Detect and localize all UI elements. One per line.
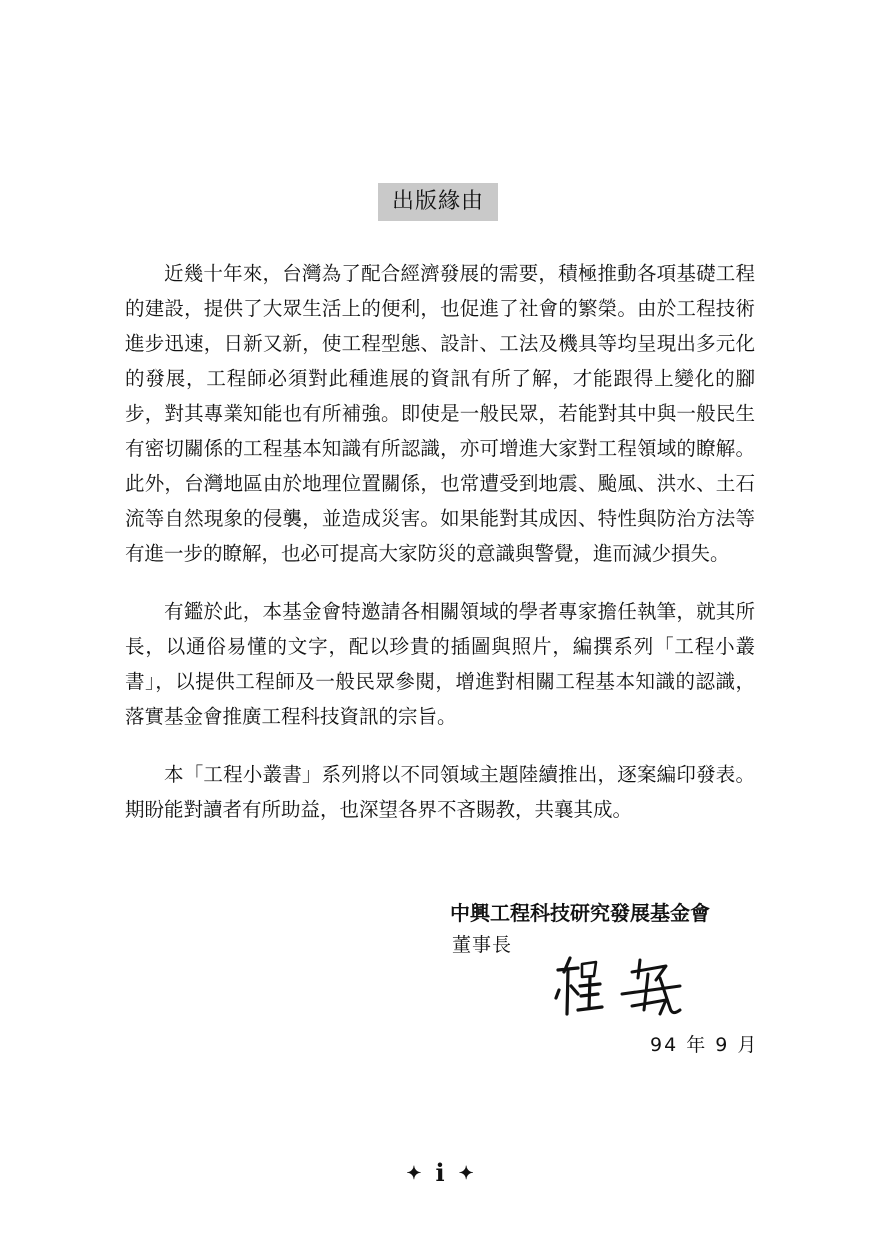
signatory-role: 董事長 <box>452 934 513 956</box>
publication-date: 94 年 9 月 <box>650 1034 759 1056</box>
handwritten-signature <box>548 950 698 1030</box>
ornament-right-icon: ✦ <box>458 1163 474 1184</box>
ornament-left-icon: ✦ <box>406 1163 422 1184</box>
organization-name: 中興工程科技研究發展基金會 <box>450 901 710 925</box>
page-title: 出版緣由 <box>378 183 498 221</box>
paragraph-1: 近幾十年來，台灣為了配合經濟發展的需要，積極推動各項基礎工程的建設，提供了大眾生活上的便利，也促進了社會的繁榮。由於工程技術進步迅速，日新又新，使工程型態、設計、工法及機具等均呈現出多元化的發展，工程師必須對此種進展的資訊有所了解，才能跟得上變化的腳步，對其專業知能也有所補強。即使是一般民眾，若能對其中與一般民生有密切關係的工程基本知識有所認識，亦可增進大家對工程領域的瞭解。此外，台灣地區由於地理位置關係，也常遭受到地震、颱風、洪水、土石流等自然現象的侵襲，並造成災害。如果能對其成因、特性與防治方法等有進一步的瞭解，也必可提高大家防災的意識與警覺，進而減少損失。 <box>125 262 755 565</box>
page-footer <box>380 1158 500 1187</box>
paragraph-3: 本「工程小叢書」系列將以不同領域主題陸續推出，逐案編印發表。期盼能對讀者有所助益，也深望各界不吝賜教，共襄其成。 <box>125 763 755 821</box>
body-text <box>125 256 755 827</box>
paragraph-2: 有鑑於此，本基金會特邀請各相關領域的學者專家擔任執筆，就其所長，以通俗易懂的文字，配以珍貴的插圖與照片，編撰系列「工程小叢書」，以提供工程師及一般民眾參閱，增進對相關工程基本知識的認識，落實基金會推廣工程科技資訊的宗旨。 <box>125 600 755 728</box>
page-number: i <box>435 1158 445 1187</box>
